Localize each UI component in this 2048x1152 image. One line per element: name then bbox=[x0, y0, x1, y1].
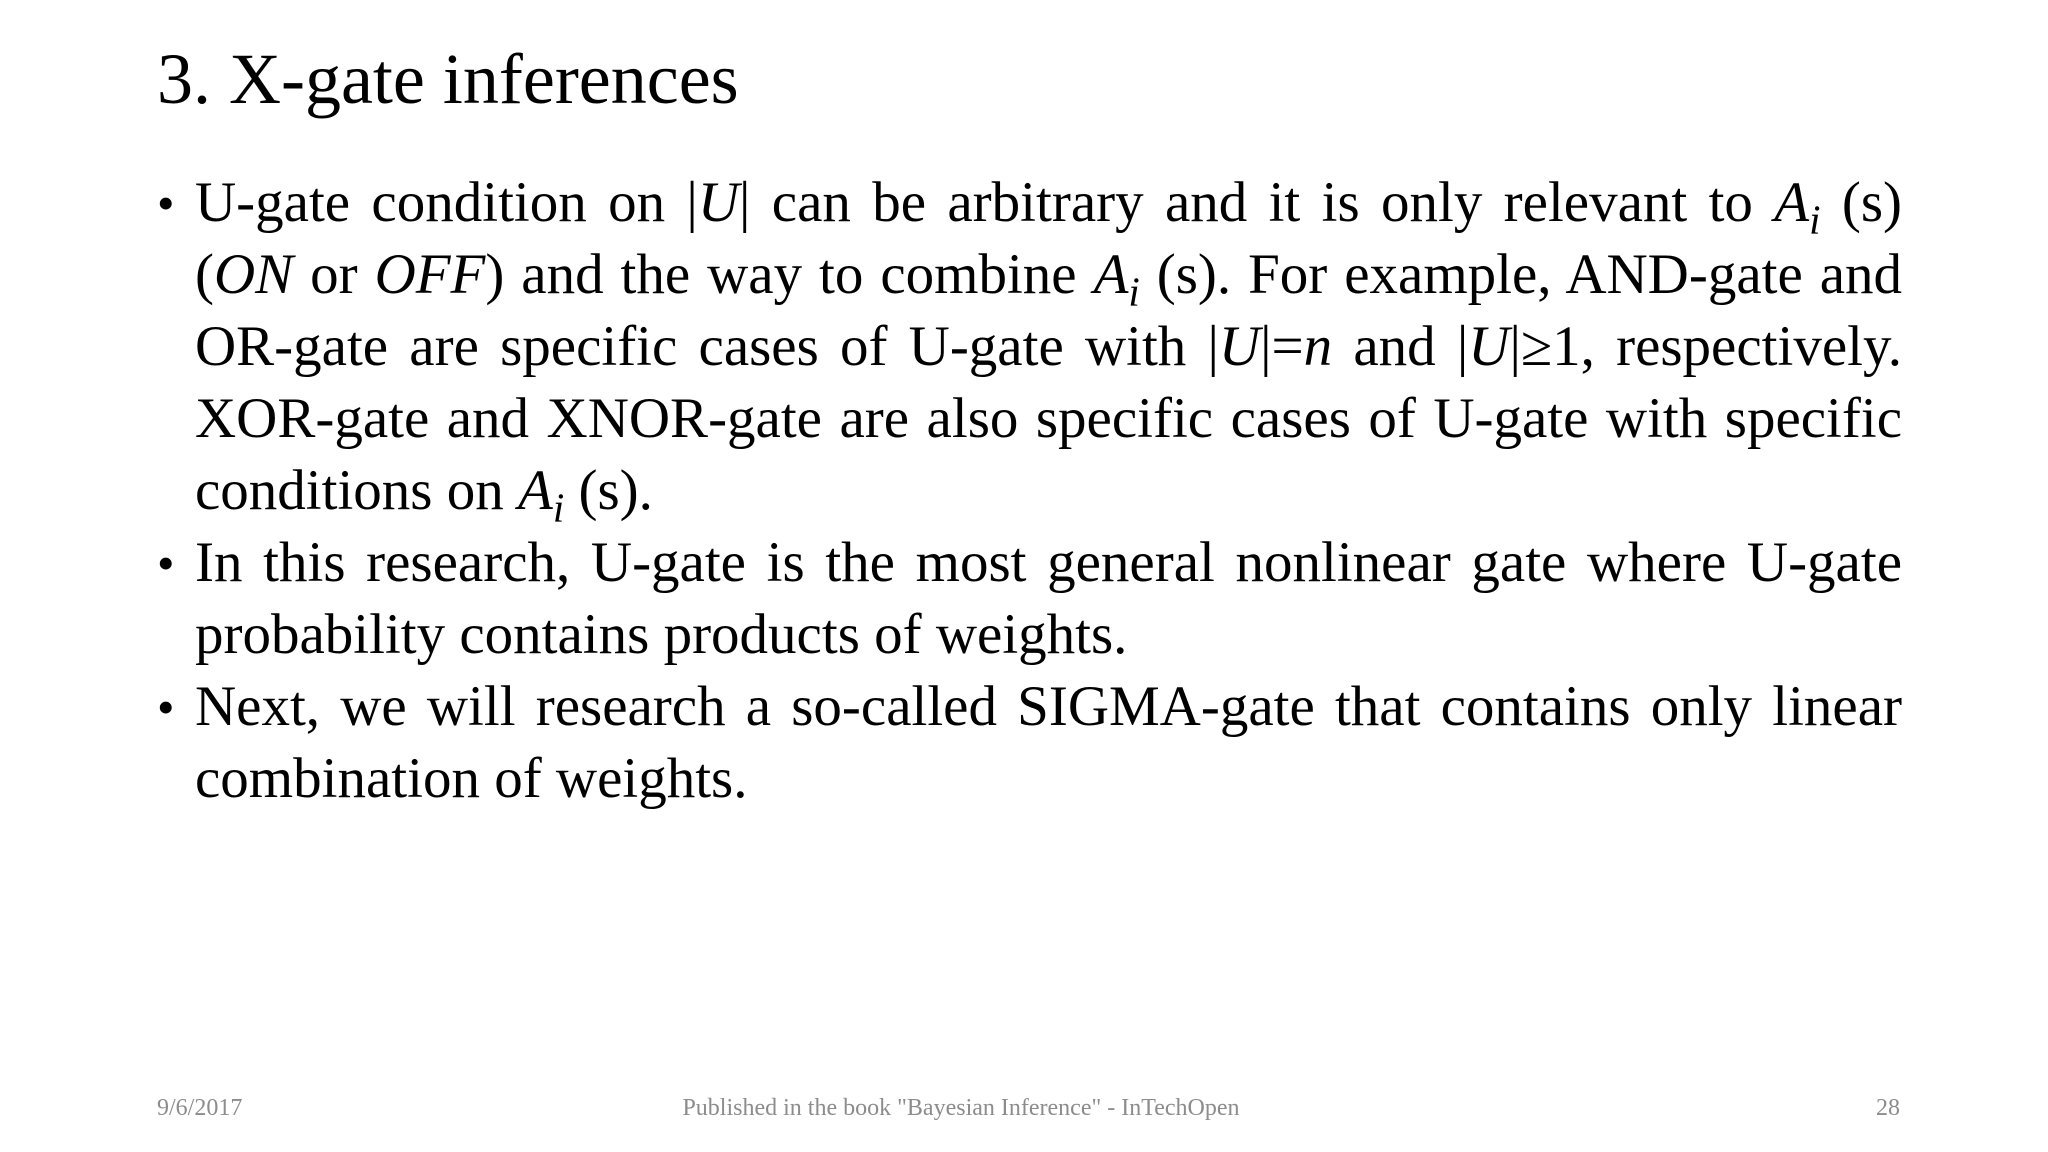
bullet-list bbox=[157, 167, 1902, 815]
math-variable: n bbox=[1303, 315, 1333, 378]
page-number: 28 bbox=[1876, 1095, 1900, 1121]
footer-source: Published in the book "Bayesian Inference" - InTechOpen bbox=[682, 1095, 1240, 1121]
math-variable: ON bbox=[213, 243, 294, 306]
math-subscript: i bbox=[1809, 196, 1821, 243]
footer-date: 9/6/2017 bbox=[157, 1095, 243, 1121]
slide-title: 3. X-gate inferences bbox=[157, 39, 739, 119]
text-run: |= bbox=[1260, 315, 1304, 378]
bullet-point-icon: • bbox=[157, 175, 175, 231]
math-variable: OFF bbox=[374, 243, 486, 306]
bullet-item bbox=[157, 527, 1902, 671]
text-run: ) and the way to combine bbox=[485, 243, 1094, 306]
math-variable: A bbox=[1093, 243, 1129, 306]
text-run: Next, we will research a so-called SIGMA-gate that contains only linear combination of weights. bbox=[195, 675, 1902, 810]
math-subscript: i bbox=[552, 484, 565, 531]
text-run: (s) ( bbox=[195, 171, 1902, 306]
math-variable: A bbox=[518, 459, 553, 522]
math-subscript: i bbox=[1128, 268, 1140, 315]
text-run: U-gate condition on | bbox=[195, 171, 698, 234]
text-run: (s). bbox=[564, 459, 653, 522]
bullet-item bbox=[157, 671, 1902, 815]
math-variable: U bbox=[1218, 315, 1261, 378]
text-run: and | bbox=[1332, 315, 1469, 378]
bullet-text bbox=[195, 531, 1902, 666]
text-run: |≥1, respectively. XOR-gate and XNOR-gate are also specific cases of U-gate with specific conditions on bbox=[195, 315, 1903, 522]
math-variable: U bbox=[697, 171, 740, 234]
bullet-point-icon: • bbox=[157, 535, 175, 591]
text-run: In this research, U-gate is the most general nonlinear gate where U-gate probability contains products of weights. bbox=[195, 531, 1902, 666]
text-run: or bbox=[293, 243, 375, 306]
text-run: | can be arbitrary and it is only relevant to bbox=[739, 171, 1775, 234]
bullet-text bbox=[195, 171, 1903, 531]
text-run: (s). For example, AND-gate and OR-gate are specific cases of U-gate with | bbox=[195, 243, 1902, 378]
bullet-text bbox=[195, 675, 1902, 810]
bullet-item bbox=[157, 167, 1903, 531]
math-variable: A bbox=[1774, 171, 1810, 234]
bullet-point-icon: • bbox=[157, 679, 175, 735]
math-variable: U bbox=[1468, 315, 1510, 378]
